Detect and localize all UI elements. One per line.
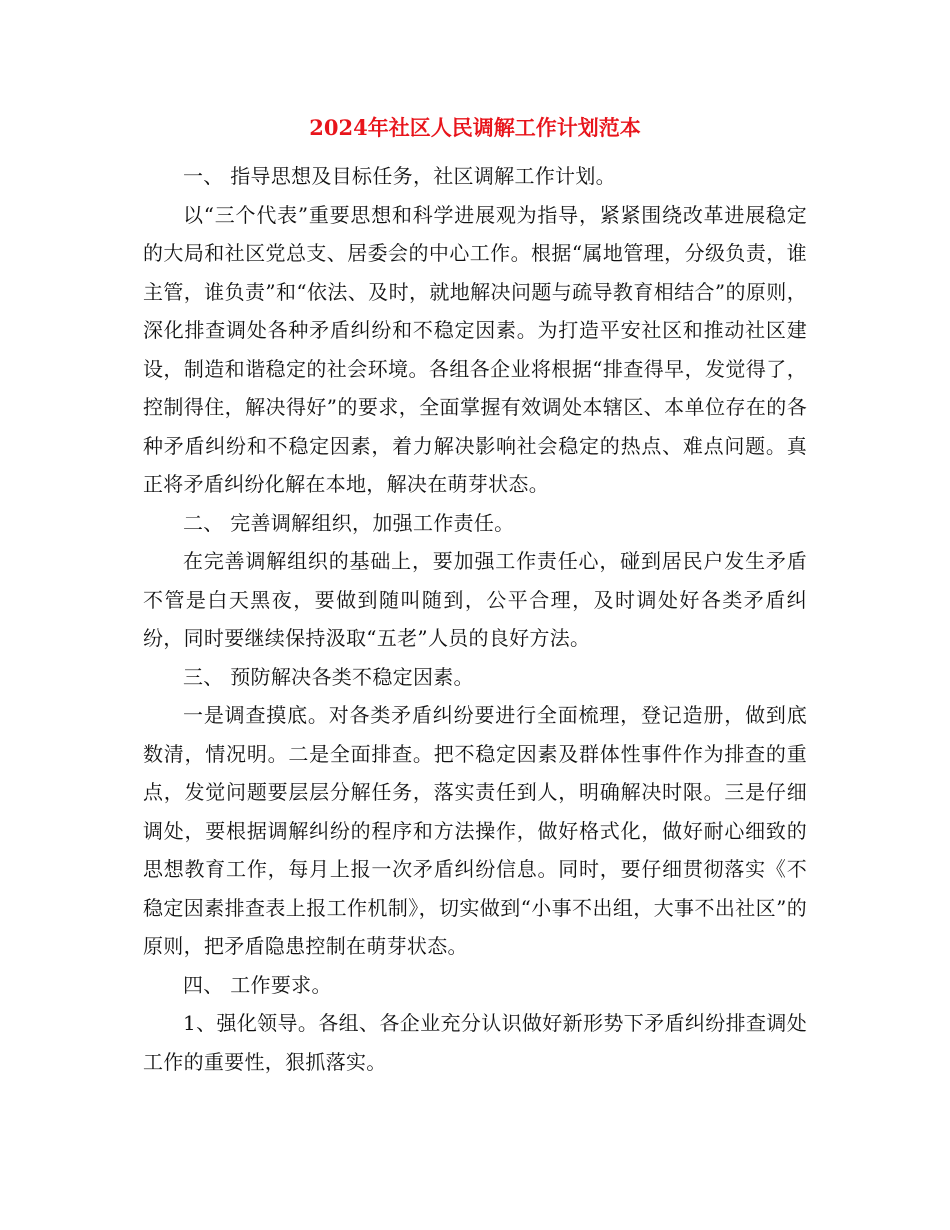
section-4 — [143, 966, 807, 1082]
section-3 — [143, 658, 807, 966]
section-heading: 四、 工作要求。 — [183, 972, 332, 997]
document-body — [143, 157, 807, 1081]
paragraph: 1、强化领导。各组、各企业充分认识做好新形势下矛盾纠纷排查调处工作的重要性，狠抓落实。 — [143, 1011, 807, 1074]
section-2 — [143, 504, 807, 658]
section-1 — [143, 157, 807, 504]
paragraph: 以“三个代表”重要思想和科学进展观为指导，紧紧围绕改革进展稳定的大局和社区党总支、居委会的中心工作。根据“属地管理，分级负责，谁主管，谁负责”和“依法、及时，就地解决问题与疏导教育相结合”的原则，深化排查调处各种矛盾纠纷和不稳定因素。为打造平安社区和推动社区建设，制造和谐稳定的社会环境。各组各企业将根据“排查得早，发觉得了，控制得住，解决得好”的要求，全面掌握有效调处本辖区、本单位存在的各种矛盾纠纷和不稳定因素，着力解决影响社会稳定的热点、难点问题。真正将矛盾纠纷化解在本地，解决在萌芽状态。 — [143, 202, 807, 496]
document-title: 2024年社区人民调解工作计划范本 — [309, 115, 641, 140]
section-heading: 二、 完善调解组织，加强工作责任。 — [183, 510, 515, 535]
section-heading: 三、 预防解决各类不稳定因素。 — [183, 664, 474, 689]
paragraph: 一是调查摸底。对各类矛盾纠纷要进行全面梳理，登记造册，做到底数清，情况明。二是全面排查。把不稳定因素及群体性事件作为排查的重点，发觉问题要层层分解任务，落实责任到人，明确解决时限。三是仔细调处，要根据调解纠纷的程序和方法操作，做好格式化，做好耐心细致的思想教育工作，每月上报一次矛盾纠纷信息。同时，要仔细贯彻落实《不稳定因素排查表上报工作机制》，切实做到“小事不出组，大事不出社区”的原则，把矛盾隐患控制在萌芽状态。 — [143, 703, 807, 958]
section-heading: 一、 指导思想及目标任务，社区调解工作计划。 — [183, 164, 616, 188]
paragraph: 在完善调解组织的基础上，要加强工作责任心，碰到居民户发生矛盾不管是白天黑夜，要做到随叫随到，公平合理，及时调处好各类矛盾纠纷，同时要继续保持汲取“五老”人员的良好方法。 — [143, 549, 807, 650]
